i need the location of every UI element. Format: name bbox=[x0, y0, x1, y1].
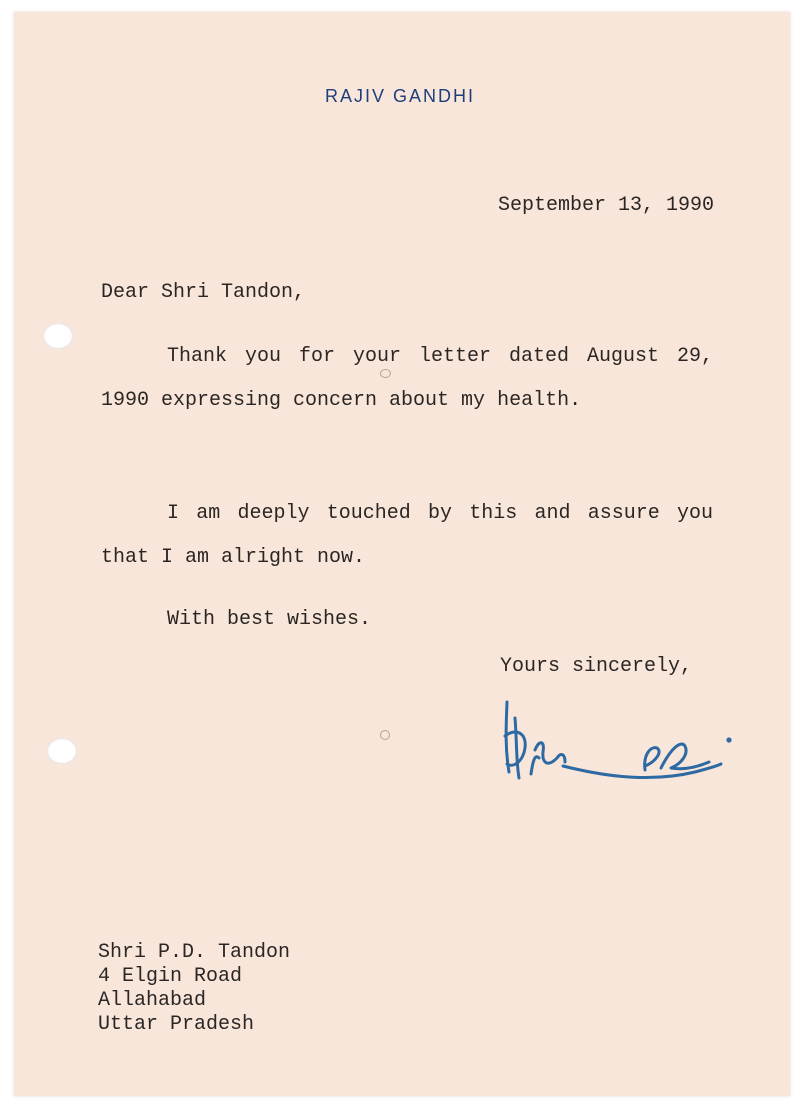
letter-date: September 13, 1990 bbox=[497, 194, 714, 217]
address-line: Allahabad bbox=[98, 989, 207, 1012]
handwritten-signature bbox=[495, 688, 735, 798]
punch-hole bbox=[43, 323, 73, 349]
address-line: Uttar Pradesh bbox=[98, 1013, 255, 1036]
closing-wish: With best wishes. bbox=[167, 608, 372, 631]
address-line: 4 Elgin Road bbox=[98, 965, 243, 988]
complimentary-close: Yours sincerely, bbox=[500, 655, 693, 678]
body-paragraph: I am deeply touched by this and assure you that I am alright now. bbox=[101, 502, 713, 569]
address-line: Shri P.D. Tandon bbox=[98, 941, 291, 964]
letterhead: RAJIV GANDHI bbox=[324, 86, 476, 106]
recipient-address bbox=[98, 941, 290, 1037]
body-paragraph: Thank you for your letter dated August 29, 1990 expressing concern about my health. bbox=[101, 345, 713, 412]
punch-hole bbox=[47, 738, 77, 764]
paper-blemish bbox=[380, 730, 390, 740]
salutation: Dear Shri Tandon, bbox=[101, 281, 306, 304]
